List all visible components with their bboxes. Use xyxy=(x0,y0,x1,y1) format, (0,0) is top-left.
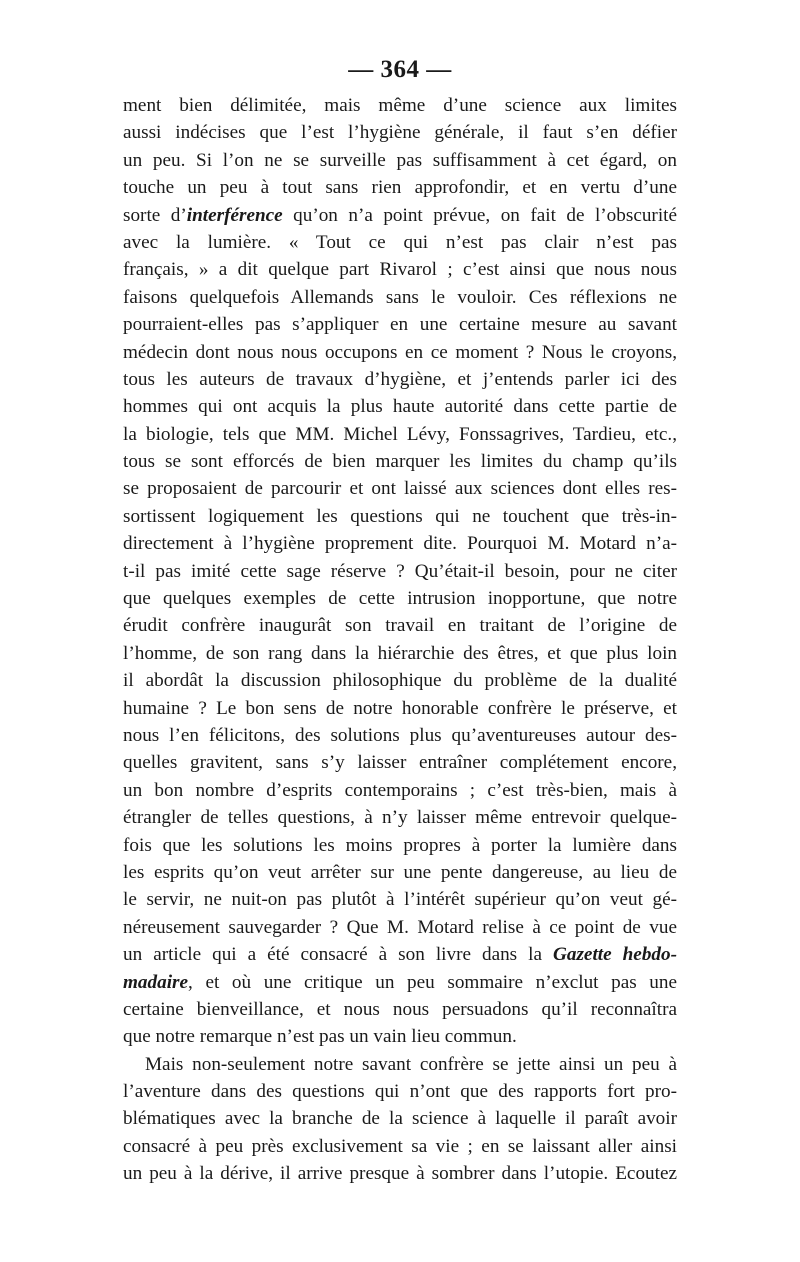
text-line xyxy=(123,174,677,201)
text-segment: les esprits qu’on veut arrêter sur une pente dangereuse, au lieu de xyxy=(123,861,677,883)
text-segment: ment bien délimitée, mais même d’une science aux limites xyxy=(123,95,677,116)
text-line xyxy=(123,749,677,776)
italic-journal-title: madaire xyxy=(123,971,189,993)
text-segment: sortissent logiquement les questions qui ne touchent que très-in- xyxy=(123,505,677,527)
text-segment: un peu. Si l’on ne se surveille pas suffisamment à cet égard, on xyxy=(123,149,677,171)
paragraph-start-line xyxy=(123,1051,677,1078)
text-line xyxy=(123,969,677,996)
text-segment: faisons quelquefois Allemands sans le vouloir. Ces réflexions ne xyxy=(123,286,677,308)
text-segment: , et où une critique un peu sommaire n’exclut pas une xyxy=(188,971,677,993)
text-segment: fois que les solutions les moins propres à porter la lumière dans xyxy=(123,834,677,856)
text-line xyxy=(123,256,677,283)
text-line xyxy=(123,1105,677,1132)
text-line xyxy=(123,448,677,475)
text-segment: médecin dont nous nous occupons en ce moment ? Nous le croyons, xyxy=(123,341,677,363)
text-segment: l’aventure dans des questions qui n’ont que des rapports fort pro- xyxy=(123,1081,677,1103)
text-line xyxy=(123,1078,677,1105)
text-segment: blématiques avec la branche de la science à laquelle il paraît avoir xyxy=(123,1108,677,1130)
text-segment: touche un peu à tout sans rien approfondir, et en vertu d’une xyxy=(123,177,677,199)
text-segment: hommes qui ont acquis la plus haute autorité dans cette partie de xyxy=(123,396,677,418)
text-segment: un peu à la dérive, il arrive presque à sombrer dans l’utopie. Ecoutez xyxy=(123,1163,677,1185)
text-segment: pourraient-elles pas s’appliquer en une certaine mesure au savant xyxy=(123,314,677,336)
text-line xyxy=(123,202,677,229)
text-segment: un article qui a été consacré à son livre dans la xyxy=(123,944,554,966)
text-segment: sorte d’ xyxy=(123,204,187,226)
text-line xyxy=(123,585,677,612)
text-line xyxy=(123,804,677,831)
text-segment: il abordât la discussion philosophique du problème de la dualité xyxy=(123,670,677,692)
text-segment: que notre remarque n’est pas un vain lieu commun. xyxy=(123,1026,517,1048)
text-segment: tous se sont efforcés de bien marquer les limites du champ qu’ils xyxy=(123,451,677,473)
page-number: — 364 — xyxy=(348,56,452,83)
text-line xyxy=(123,722,677,749)
text-line xyxy=(123,421,677,448)
text-segment: se proposaient de parcourir et ont laissé aux sciences dont elles res- xyxy=(123,478,677,500)
text-segment: érudit confrère inaugurât son travail en traitant de l’origine de xyxy=(123,615,677,637)
text-line xyxy=(123,832,677,859)
text-line xyxy=(123,311,677,338)
text-line xyxy=(123,229,677,256)
text-segment: que quelques exemples de cette intrusion inopportune, que notre xyxy=(123,588,677,610)
body-text xyxy=(123,92,677,1188)
text-line xyxy=(123,996,677,1023)
text-line xyxy=(123,941,677,968)
text-segment: un bon nombre d’esprits contemporains ; c’est très-bien, mais à xyxy=(123,779,677,801)
text-line xyxy=(123,695,677,722)
text-segment: aussi indécises que l’est l’hygiène générale, il faut s’en défier xyxy=(123,122,677,144)
text-line xyxy=(123,284,677,311)
paragraph-end-line xyxy=(123,1023,677,1050)
text-line xyxy=(123,366,677,393)
text-line xyxy=(123,393,677,420)
text-segment: néreusement sauvegarder ? Que M. Motard relise à ce point de vue xyxy=(123,916,677,938)
text-segment: directement à l’hygiène proprement dite. Pourquoi M. Motard n’a- xyxy=(123,533,677,555)
text-line xyxy=(123,119,677,146)
text-segment: le servir, ne nuit-on pas plutôt à l’intérêt supérieur qu’on veut gé- xyxy=(123,889,677,911)
text-segment: Mais non-seulement notre savant confrère se jette ainsi un peu à xyxy=(145,1053,677,1075)
text-segment: l’homme, de son rang dans la hiérarchie des êtres, et que plus loin xyxy=(123,642,677,664)
text-line xyxy=(123,475,677,502)
text-segment: t-il pas imité cette sage réserve ? Qu’était-il besoin, pour ne citer xyxy=(123,560,677,582)
text-segment: consacré à peu près exclusivement sa vie ; en se laissant aller ainsi xyxy=(123,1135,677,1157)
text-line xyxy=(123,92,677,119)
text-line xyxy=(123,640,677,667)
text-segment: qu’on n’a point prévue, on fait de l’obscurité xyxy=(282,204,677,226)
text-line xyxy=(123,612,677,639)
text-line xyxy=(123,886,677,913)
text-line xyxy=(123,914,677,941)
text-line xyxy=(123,147,677,174)
text-line xyxy=(123,859,677,886)
text-segment: étrangler de telles questions, à n’y laisser même entrevoir quelque- xyxy=(123,807,677,829)
italic-journal-title: Gazette hebdo- xyxy=(553,944,677,966)
text-line xyxy=(123,777,677,804)
text-line xyxy=(123,667,677,694)
text-line xyxy=(123,1160,677,1187)
text-line xyxy=(123,339,677,366)
text-segment: tous les auteurs de travaux d’hygiène, et j’entends parler ici des xyxy=(123,368,677,390)
text-segment: avec la lumière. « Tout ce qui n’est pas clair n’est pas xyxy=(123,231,677,253)
text-segment: certaine bienveillance, et nous nous persuadons qu’il reconnaîtra xyxy=(123,998,677,1020)
italic-term: interférence xyxy=(186,204,283,226)
text-segment: la biologie, tels que MM. Michel Lévy, Fonssagrives, Tardieu, etc., xyxy=(123,423,677,445)
text-line xyxy=(123,503,677,530)
text-line xyxy=(123,530,677,557)
text-segment: humaine ? Le bon sens de notre honorable confrère le préserve, et xyxy=(123,697,677,719)
text-segment: quelles gravitent, sans s’y laisser entraîner complétement encore, xyxy=(123,752,677,774)
text-segment: français, » a dit quelque part Rivarol ; c’est ainsi que nous nous xyxy=(123,259,677,281)
text-line xyxy=(123,558,677,585)
text-segment: nous l’en félicitons, des solutions plus qu’aventureuses autour des- xyxy=(123,724,677,746)
text-line xyxy=(123,1133,677,1160)
